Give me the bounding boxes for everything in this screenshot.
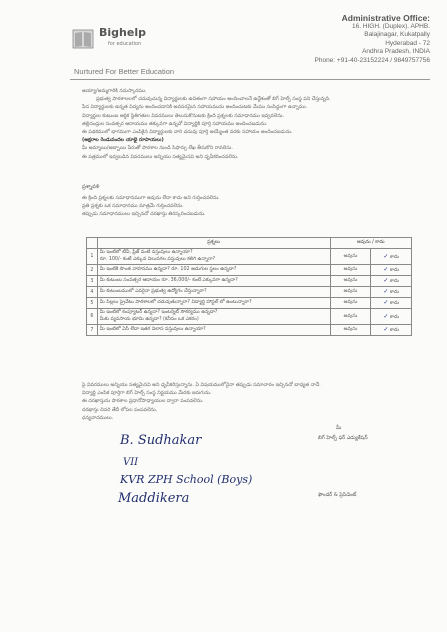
no-label: కాదు <box>389 279 400 285</box>
yes-option[interactable] <box>330 298 371 309</box>
question-text: మీ ఇంటిలో ఏసీ లేదా ఇతర విలాస వస్తువులు ఉన్నాయా? <box>99 327 206 333</box>
row-number: 5 <box>87 298 98 309</box>
header-divider <box>70 79 430 80</box>
office-phone: Phone: +91-40-23152224 / 9849757756 <box>314 56 430 64</box>
question-text: మీ కుటుంబములో ఎవరైనా ప్రభుత్వ ఉద్యోగం చేస్తున్నారా? <box>99 288 207 294</box>
footer-paragraph <box>82 381 436 422</box>
footer-line: పై వివరములు అన్నియు సత్యమైనవి అని ధృవీకరిస్తున్నాను. ఏ విషయములోనైనా తప్పుడు సమాచారం ఇచ్చినచో బాధ్యత నాదే. <box>82 382 321 388</box>
handwritten-student-name: B. Sudhakar <box>120 433 202 448</box>
question-text: మీ ఇంటిలో టీవీ, ఫ్రిజ్ వంటి వస్తువులు ఉన్నాయా? <box>99 250 193 255</box>
section-title: ప్రశ్నావళి <box>82 184 100 190</box>
no-label: కాదు <box>389 301 400 307</box>
question-text: మీ కుటుంబ సంవత్సర ఆదాయం రూ. 36,000/- కంటే ఎక్కువగా ఉన్నదా? <box>99 277 238 283</box>
office-line: Hyderabad - 72 <box>385 39 430 47</box>
no-option[interactable] <box>371 276 412 287</box>
note-line: ప్రతి ప్రశ్నకు ఒక సమాధానము మాత్రమే గుర్తించవలెను. <box>82 203 184 210</box>
intro-bold-line: (అక్షరాల రెండువందల యాభై రూపాయలు) <box>82 137 164 144</box>
table-row <box>87 249 412 265</box>
intro-line: ప్రభుత్వ పాఠశాలలలో చదువుచున్న విద్యార్థులకు ఉచితంగా సహాయం అందించాలనే ఉద్దేశంతో బిగ్ హెల్ప్ సంస్థ పని చేస్తున్నది. <box>96 96 331 103</box>
no-option[interactable] <box>371 287 412 298</box>
footer-line: ఈ దరఖాస్తును పాఠశాల ప్రధానోపాధ్యాయుల ద్వారా పంపవలెను. <box>82 398 204 405</box>
table-row <box>87 309 412 325</box>
office-title: Administrative Office: <box>341 13 430 23</box>
office-line: Andhra Pradesh, INDIA <box>362 48 430 56</box>
checkmark-icon: ✓ <box>383 266 389 274</box>
checkmark-icon: ✓ <box>383 312 389 320</box>
note-paragraph <box>82 194 436 219</box>
no-option[interactable] <box>371 265 412 276</box>
row-number: 3 <box>87 276 98 287</box>
yes-option[interactable] <box>330 325 371 336</box>
question-text-2: మీకు వ్యవసాయ భూమి ఉన్నదా? (కనీసం ఒక ఎకరం) <box>99 316 199 322</box>
intro-line: అయ్యా/అమ్మగారికి నమస్కారము. <box>82 88 147 94</box>
office-line: Balajinagar, Kukatpally <box>364 31 430 39</box>
no-option[interactable] <box>371 325 412 336</box>
yes-label: అవును <box>343 253 358 259</box>
yes-label: అవును <box>343 300 358 306</box>
handwritten-place: Maddikera <box>118 491 190 506</box>
intro-line: విద్యార్థుల కుటుంబ ఆర్థిక స్థితిగతుల వివరములు తెలుసుకొనుటకు క్రింది ప్రశ్నలకు సమాధానము ఇవ్వవలెను. <box>82 112 284 119</box>
intro-paragraph <box>82 87 436 161</box>
question-text: మీ ఇంటిలో కంప్యూటర్ ఉన్నదా? ఇంటర్నెట్ సౌకర్యము ఉన్నదా? <box>99 310 218 316</box>
no-label: కాదు <box>389 268 400 274</box>
no-option[interactable] <box>371 249 412 265</box>
row-number: 2 <box>87 265 98 276</box>
table-row <box>87 298 412 309</box>
office-address <box>300 13 430 65</box>
table-row <box>87 325 412 336</box>
brand-subtitle: for education <box>108 41 142 47</box>
yes-option[interactable] <box>330 249 371 265</box>
row-number: 1 <box>87 249 98 265</box>
table-row <box>87 276 412 287</box>
yes-option[interactable] <box>330 309 371 325</box>
note-line: తప్పుడు సమాధానములు ఇచ్చినచో దరఖాస్తు తిరస్కరించబడును. <box>82 211 206 218</box>
signature-salutation: మీ <box>336 425 342 431</box>
yes-label: అవును <box>343 327 358 333</box>
question-header: ప్రశ్నలు <box>97 238 330 249</box>
checkmark-icon: ✓ <box>383 277 389 285</box>
no-option[interactable] <box>371 309 412 325</box>
question-text: మీ ఇంటికి సొంత వాహనము ఉన్నదా? రూ. 102 అడుగుల స్థలం ఉన్నదా? <box>99 266 237 272</box>
note-line: ఈ క్రింది ప్రశ్నలకు సమాధానముగా అవును లేదా కాదు అని గుర్తించవలెను. <box>82 195 220 201</box>
yes-option[interactable] <box>330 265 371 276</box>
questionnaire-table <box>86 237 412 336</box>
no-label: కాదు <box>389 254 400 260</box>
yes-label: అవును <box>343 278 358 284</box>
yes-label: అవును <box>343 267 358 273</box>
checkmark-icon: ✓ <box>383 299 389 307</box>
checkmark-icon: ✓ <box>383 252 389 260</box>
intro-line: మీ అమ్మాయి/అబ్బాయి పేరుతో పాఠశాల నుండి సిఫార్సు లేఖ తీసుకొని రావలెను. <box>82 145 233 152</box>
question-text: మీ పిల్లలు ప్రైవేటు పాఠశాలలో చదువుతున్నారా? విద్యార్థి హాస్టల్ లో ఉంటున్నారా? <box>99 299 252 305</box>
row-number: 7 <box>87 325 98 336</box>
question-text-2: రూ. 100/- కంటే ఎక్కువ విలువగల వస్తువులు కలిగి ఉన్నారా? <box>99 256 216 262</box>
checkmark-icon: ✓ <box>383 288 389 296</box>
tagline: Nurtured For Better Education <box>74 67 175 76</box>
intro-line: పేద విద్యార్థులకు ఉన్నత విద్యను అందించడానికి అవసరమైన సహాయమును అందించుటకు మేము సంసిద్ధంగా ఉన్నాము. <box>82 104 308 111</box>
handwritten-school: KVR ZPH School (Boys) <box>120 473 253 486</box>
brand-name: Bighelp <box>99 26 146 39</box>
table-row <box>87 287 412 298</box>
yes-label: అవును <box>343 289 358 295</box>
footer-line: ధన్యవాదములు. <box>82 414 114 421</box>
no-option[interactable] <box>371 298 412 309</box>
intro-line: ఈ పథకములో భాగముగా ఎంపికైన విద్యార్థులకు వారి చదువు పూర్తి అయ్యేంత వరకు సహాయం అందించబడును. <box>82 129 293 136</box>
table-row <box>87 265 412 276</box>
no-label: కాదు <box>389 328 400 334</box>
no-label: కాదు <box>389 290 400 296</box>
intro-line: ఈ పత్రములో ఇవ్వబడిన వివరములు అన్నియు సత్యమైనవి అని ధృవీకరించవలెను. <box>82 153 239 160</box>
intro-line: తల్లిదండ్రుల సంవత్సర ఆదాయము తక్కువగా ఉన్నచో విద్యార్థికి పూర్తి సహాయము అందించబడును. <box>82 120 268 127</box>
footer-line: విద్యార్థి ఎంపిక పూర్తిగా బిగ్ హెల్ప్ సంస్థ నిర్ణయము మేరకు జరుగును. <box>82 390 212 397</box>
no-label: కాదు <box>389 314 400 320</box>
yes-option[interactable] <box>330 276 371 287</box>
book-logo-icon <box>72 28 94 50</box>
checkmark-icon: ✓ <box>383 326 389 334</box>
signature-organization: బిగ్ హెల్ప్ ఫర్ ఎడ్యుకేషన్ <box>318 435 368 441</box>
row-number: 6 <box>87 309 98 325</box>
answer-header: అవును / కాదు <box>330 238 411 249</box>
footer-line: దరఖాస్తు చివరి తేదీ లోపల పంపవలెను. <box>82 406 158 413</box>
yes-label: అవును <box>343 313 358 319</box>
office-line: 16. HIGH. (Duplex). APHB. <box>351 23 430 30</box>
handwritten-class: VII <box>123 457 139 468</box>
signature-title: ఫౌండర్ & ప్రెసిడెంట్ <box>318 492 357 498</box>
row-number: 4 <box>87 287 98 298</box>
yes-option[interactable] <box>330 287 371 298</box>
table-header-row <box>87 238 412 249</box>
